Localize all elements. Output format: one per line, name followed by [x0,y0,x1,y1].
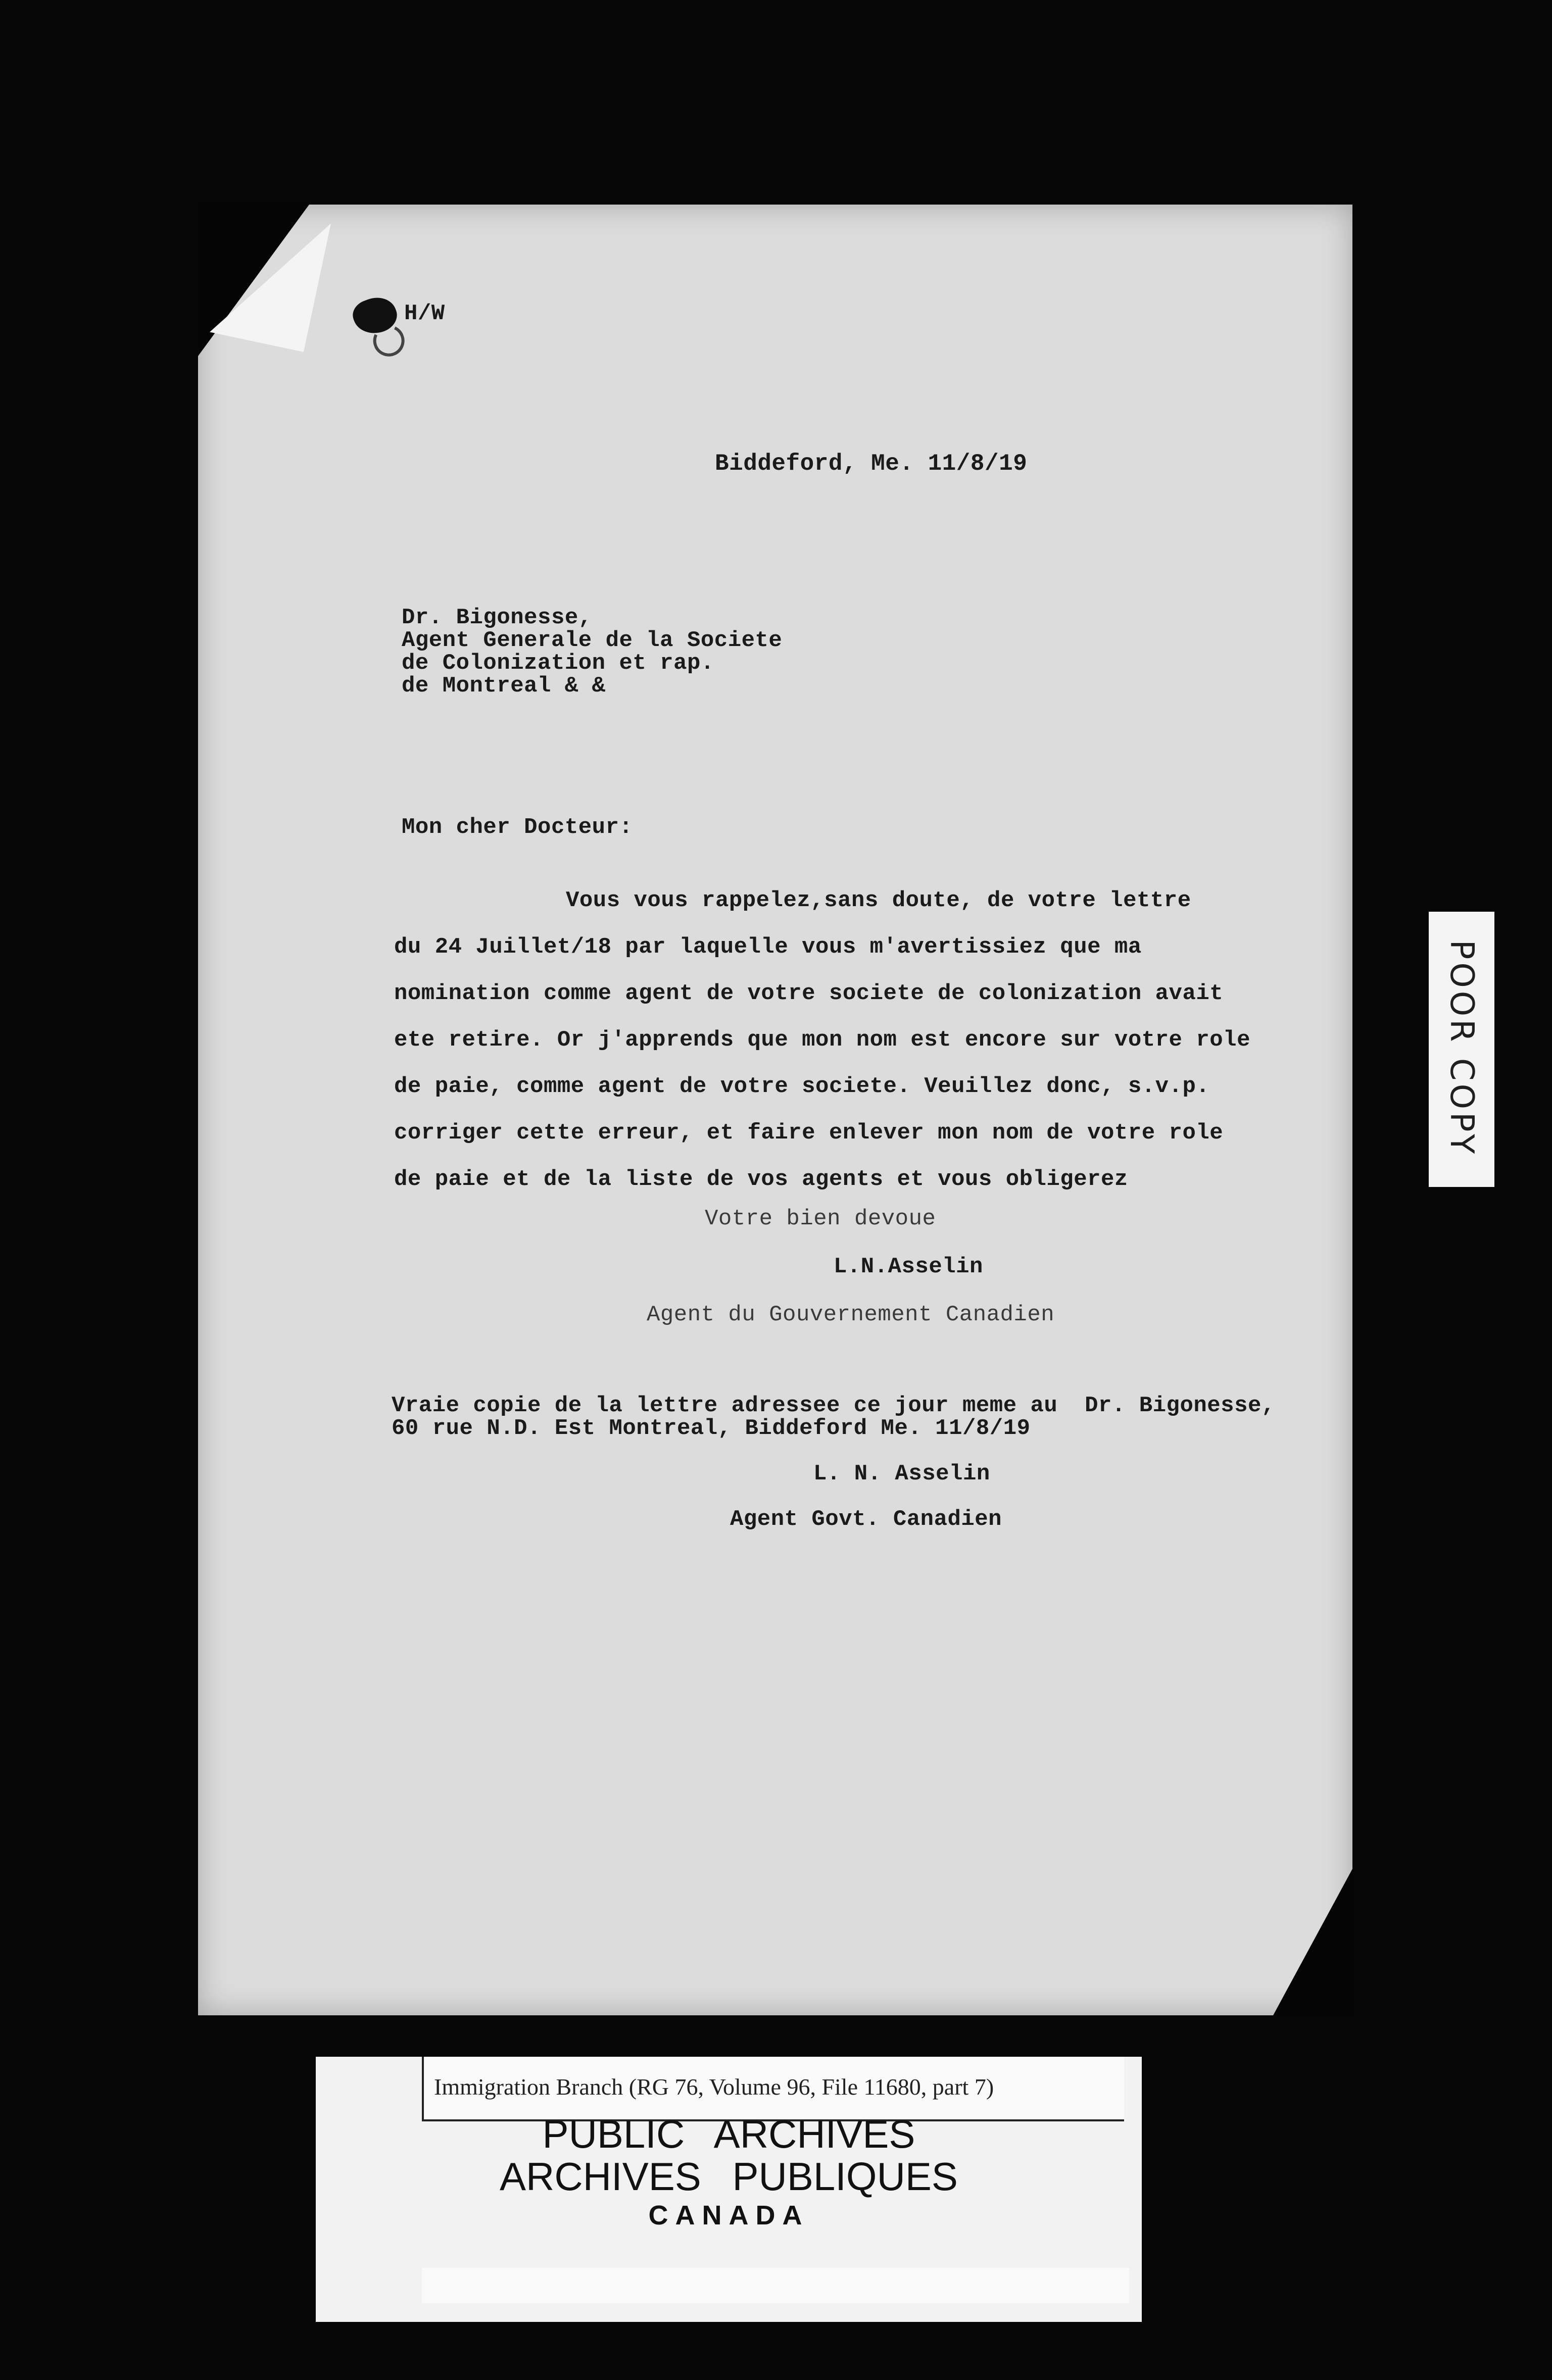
copy-note-line: Vraie copie de la lettre adressee ce jour meme au Dr. Bigonesse, [392,1393,1275,1418]
archive-line-french: ARCHIVES PUBLIQUES [500,2154,958,2199]
copy-note-line: 60 rue N.D. Est Montreal, Biddeford Me. 11/8/19 [392,1416,1031,1441]
body-line: corriger cette erreur, et faire enlever mon nom de votre role [394,1120,1224,1146]
body-line: nomination comme agent de votre societe de colonization avait [394,981,1224,1006]
poor-copy-label [1429,912,1494,1187]
copy-note-name: L. N. Asselin [813,1461,990,1486]
initials: H/W [404,301,445,326]
body-line: ete retire. Or j'apprends que mon nom est encore sur votre role [394,1027,1250,1053]
recipient-line: Dr. Bigonesse, [402,605,592,630]
salutation: Mon cher Docteur: [402,815,633,840]
recipient-line: Agent Generale de la Societe [402,628,783,653]
archive-stamp [316,2057,1142,2322]
body-line: du 24 Juillet/18 par laquelle vous m'avertissiez que ma [394,934,1142,960]
poor-copy-text: POOR COPY [1443,939,1480,1157]
closing: Votre bien devoue [705,1206,936,1231]
folded-corner-bottom [1273,1869,1352,2015]
recipient-line: de Colonization et rap. [402,651,714,676]
signature-title: Agent du Gouvernement Canadien [647,1302,1055,1327]
place-date: Biddeford, Me. 11/8/19 [715,451,1028,477]
signature-name: L.N.Asselin [834,1254,983,1279]
archive-strip [422,2268,1129,2303]
body-line: de paie, comme agent de votre societe. Veuillez donc, s.v.p. [394,1074,1210,1099]
body-line: de paie et de la liste de vos agents et vous obligerez [394,1167,1128,1192]
archive-reference: Immigration Branch (RG 76, Volume 96, File 11680, part 7) [422,2057,1124,2121]
body-line: Vous vous rappelez,sans doute, de votre lettre [566,888,1191,913]
archive-line-english: PUBLIC ARCHIVES [542,2112,915,2156]
recipient-line: de Montreal & & [402,673,606,699]
copy-note-title: Agent Govt. Canadien [730,1507,1002,1532]
archive-line-country: CANADA [648,2200,809,2230]
